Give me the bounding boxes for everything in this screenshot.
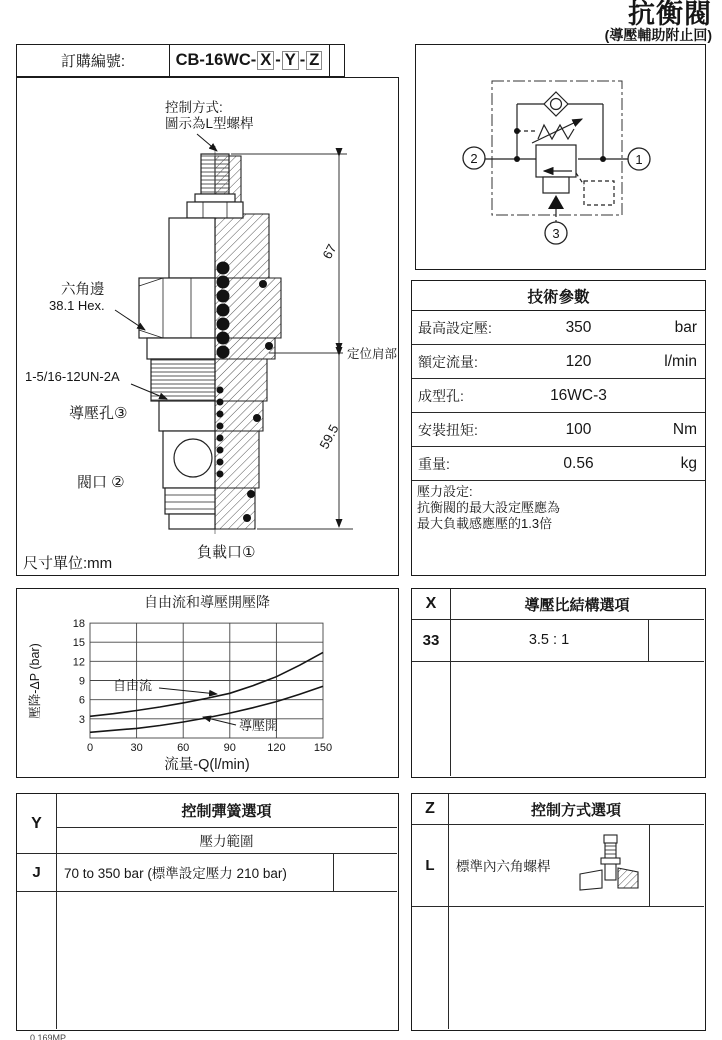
hydraulic-symbol-box — [415, 44, 706, 270]
page-title: 抗衡閥 — [628, 0, 712, 29]
x-tick-labels — [87, 742, 332, 754]
document-title-block — [605, 0, 712, 43]
x-row-right-divider — [648, 619, 649, 661]
option-y-row-value: 70 to 350 bar (標準設定壓力 210 bar) — [64, 866, 287, 881]
adjust-screw-stem — [201, 154, 229, 194]
note-line: 抗衡閥的最大設定壓應為 — [417, 499, 561, 515]
control-mode-label-line2: 圖示為L型螺桿 — [165, 116, 254, 131]
order-code-value — [169, 45, 329, 76]
param-row — [412, 379, 705, 413]
option-x-row-code: 33 — [422, 631, 440, 649]
shoulder-label: 定位肩部 — [347, 347, 397, 361]
param-row — [412, 345, 705, 379]
mounting-thread — [151, 359, 215, 401]
valve-port-label: 閥口 ② — [77, 474, 125, 491]
port2-number: 2 — [470, 151, 478, 166]
page-subtitle: (導壓輔助附止回) — [604, 27, 712, 44]
pilot-box-dashed — [584, 181, 614, 205]
pilot-open-arrow — [203, 717, 236, 725]
note-line: 最大負載感應壓的1.3倍 — [417, 515, 553, 531]
option-y-subtitle: 壓力範圍 — [199, 834, 254, 849]
svg-text:3: 3 — [78, 713, 85, 726]
param-value: 350 — [565, 318, 592, 336]
chart-title: 自由流和導壓開壓降 — [144, 594, 270, 610]
y-axis-label: 壓降-ΔP (bar) — [28, 643, 42, 719]
valve-port-hole — [174, 439, 212, 477]
hex-label: 六角邊 — [61, 282, 105, 298]
param-row — [412, 311, 705, 345]
param-value: 16WC-3 — [550, 386, 607, 404]
pilot-open-annotation: 導壓開 — [239, 718, 279, 733]
svg-text:18: 18 — [72, 618, 85, 631]
locknut — [187, 202, 243, 218]
dim-59-5: 59.5 — [316, 422, 342, 452]
valve-cross-section-drawing — [17, 78, 397, 574]
washer — [195, 194, 235, 202]
option-z-box — [411, 793, 706, 1031]
unit-label: 尺寸單位:mm — [23, 555, 113, 572]
nose-end — [169, 514, 215, 529]
svg-text:90: 90 — [223, 742, 236, 754]
dim-67: 67 — [319, 241, 340, 262]
option-x-box — [411, 588, 706, 778]
adjustment-arrow — [532, 119, 582, 143]
option-x-letter: X — [425, 595, 437, 612]
pilot-port-label: 導壓孔③ — [69, 405, 128, 422]
option-z-row-code: L — [425, 856, 435, 874]
order-code-sep2: - — [299, 51, 306, 69]
param-unit: kg — [680, 454, 697, 472]
note-line: 壓力設定: — [417, 484, 473, 499]
pilot-arrow-up — [548, 195, 564, 209]
param-value: 100 — [565, 420, 592, 438]
param-unit: Nm — [672, 420, 697, 438]
svg-text:0: 0 — [86, 742, 94, 754]
svg-text:120: 120 — [267, 742, 286, 754]
order-code-z: Z — [306, 51, 322, 70]
order-code-box — [16, 44, 345, 77]
y-row-right-divider — [333, 853, 334, 891]
valve-drawing-box — [16, 77, 399, 576]
param-row — [412, 447, 705, 481]
order-code-prefix: CB-16WC- — [175, 51, 257, 69]
order-code-sep1: - — [275, 51, 281, 69]
z-row-divider — [412, 906, 704, 907]
svg-text:9: 9 — [78, 675, 85, 688]
order-code-tail-cell — [329, 45, 344, 76]
z-row-right-divider — [649, 824, 650, 906]
option-z-letter: Z — [425, 800, 435, 817]
performance-chart-box — [16, 588, 399, 778]
valve-body-symbol — [536, 145, 576, 177]
tech-params-box — [411, 280, 706, 576]
option-x-title: 導壓比結構選項 — [524, 596, 630, 614]
option-x-row-value: 3.5 : 1 — [528, 632, 570, 648]
upper-body — [169, 218, 215, 278]
thread-spec-label: 1-5/16-12UN-2A — [25, 369, 120, 384]
hex-body — [139, 278, 215, 338]
port3-number: 3 — [552, 226, 560, 241]
hex-screw-icon — [578, 834, 642, 899]
param-label: 重量: — [418, 455, 450, 472]
order-code-x: X — [257, 51, 274, 70]
param-label: 額定流量: — [418, 353, 478, 370]
svg-text:150: 150 — [313, 742, 333, 754]
y-tick-labels — [73, 618, 85, 726]
hydraulic-symbol-schematic — [416, 45, 704, 268]
param-label: 安裝扭矩: — [418, 421, 478, 438]
x-axis-label: 流量-Q(l/min) — [164, 757, 250, 773]
order-code-label: 訂購編號: — [60, 53, 126, 70]
option-y-box — [16, 793, 399, 1031]
param-label: 最高設定壓: — [418, 319, 492, 336]
option-y-title: 控制彈簧選項 — [181, 803, 272, 820]
param-row — [412, 413, 705, 447]
load-port-label: 負載口① — [197, 544, 256, 561]
tech-params-title: 技術參數 — [412, 281, 705, 311]
port1-number: 1 — [635, 152, 643, 167]
param-unit: bar — [674, 318, 697, 336]
option-y-row-code: J — [32, 863, 41, 881]
param-unit: l/min — [664, 352, 697, 370]
pilot-neck — [159, 401, 215, 431]
x-row-divider — [412, 661, 704, 662]
free-flow-arrow — [159, 688, 217, 694]
shoulder-ring — [147, 338, 215, 359]
param-label: 成型孔: — [418, 387, 464, 404]
hex-size-label: 38.1 Hex. — [49, 298, 105, 313]
pressure-drop-chart — [17, 589, 397, 776]
svg-text:6: 6 — [78, 694, 85, 707]
y-row-divider — [17, 891, 397, 892]
lower-grooves — [165, 488, 215, 514]
pressure-setting-note — [412, 481, 705, 535]
option-y-letter: Y — [31, 814, 42, 832]
option-z-title: 控制方式選項 — [530, 801, 621, 819]
order-code-y: Y — [282, 51, 299, 70]
svg-text:60: 60 — [177, 742, 190, 754]
param-value: 120 — [565, 352, 592, 370]
control-mode-label-line1: 控制方式: — [165, 100, 223, 115]
svg-text:12: 12 — [72, 656, 85, 669]
svg-text:15: 15 — [72, 637, 85, 650]
clipped-footer-text: 0.169MP — [30, 1033, 67, 1040]
svg-text:30: 30 — [130, 742, 143, 754]
free-flow-annotation: 自由流 — [113, 678, 153, 693]
option-z-row-value: 標準內六角螺桿 — [456, 859, 551, 874]
param-value: 0.56 — [563, 454, 594, 472]
pilot-piston-symbol — [543, 177, 569, 193]
